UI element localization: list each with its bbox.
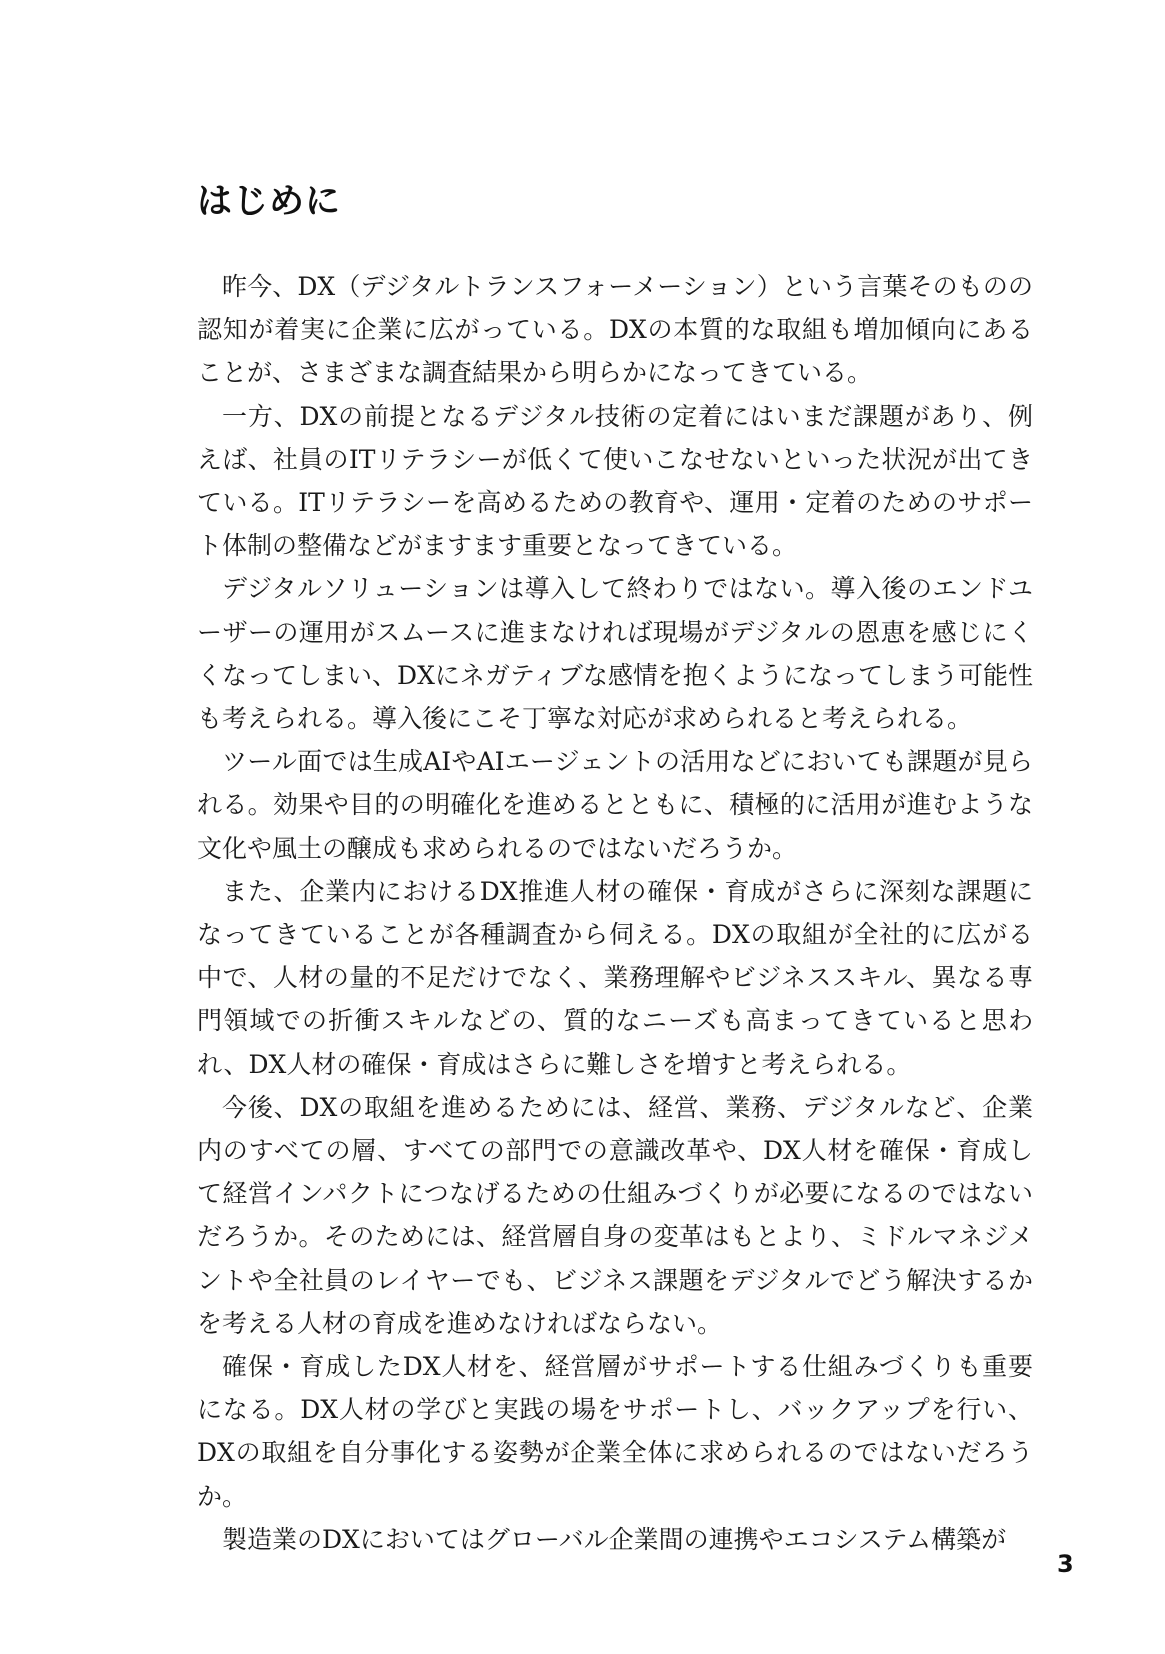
body-text	[197, 265, 1033, 1561]
paragraph: デジタルソリューションは導入して終わりではない。導入後のエンドユーザーの運用がスムースに進まなければ現場がデジタルの恩恵を感じにくくなってしまい、DXにネガティブな感情を抱くようになってしまう可能性も考えられる。導入後にこそ丁寧な対応が求められると考えられる。	[197, 574, 1033, 734]
paragraph: 昨今、DX（デジタルトランスフォーメーション）という言葉そのものの認知が着実に企業に広がっている。DXの本質的な取組も増加傾向にあることが、さまざまな調査結果から明らかになってきている。	[197, 272, 1033, 388]
paragraph: 今後、DXの取組を進めるためには、経営、業務、デジタルなど、企業内のすべての層、すべての部門での意識改革や、DX人材を確保・育成して経営インパクトにつなげるための仕組みづくりが必要になるのではないだろうか。そのためには、経営層自身の変革はもとより、ミドルマネジメントや全社員のレイヤーでも、ビジネス課題をデジタルでどう解決するかを考える人材の育成を進めなければならない。	[197, 1092, 1033, 1338]
paragraph: 確保・育成したDX人材を、経営層がサポートする仕組みづくりも重要になる。DX人材の学びと実践の場をサポートし、バックアップを行い、DXの取組を自分事化する姿勢が企業全体に求められるのではないだろうか。	[197, 1352, 1033, 1511]
section-heading: はじめに	[197, 182, 342, 222]
page-number: 3	[1057, 1550, 1074, 1578]
paragraph: 一方、DXの前提となるデジタル技術の定着にはいまだ課題があり、例えば、社員のITリテラシーが低くて使いこなせないといった状況が出てきている。ITリテラシーを高めるための教育や、運用・定着のためのサポート体制の整備などがますます重要となってきている。	[197, 401, 1033, 561]
paragraph: また、企業内におけるDX推進人材の確保・育成がさらに深刻な課題になってきていることが各種調査から伺える。DXの取組が全社的に広がる中で、人材の量的不足だけでなく、業務理解やビジネススキル、異なる専門領域での折衝スキルなどの、質的なニーズも高まってきていると思われ、DX人材の確保・育成はさらに難しさを増すと考えられる。	[197, 876, 1033, 1079]
paragraph: 製造業のDXにおいてはグローバル企業間の連携やエコシステム構築が	[222, 1524, 1007, 1554]
paragraph: ツール面では生成AIやAIエージェントの活用などにおいても課題が見られる。効果や目的の明確化を進めるとともに、積極的に活用が進むような文化や風土の醸成も求められるのではないだろうか。	[197, 747, 1033, 863]
